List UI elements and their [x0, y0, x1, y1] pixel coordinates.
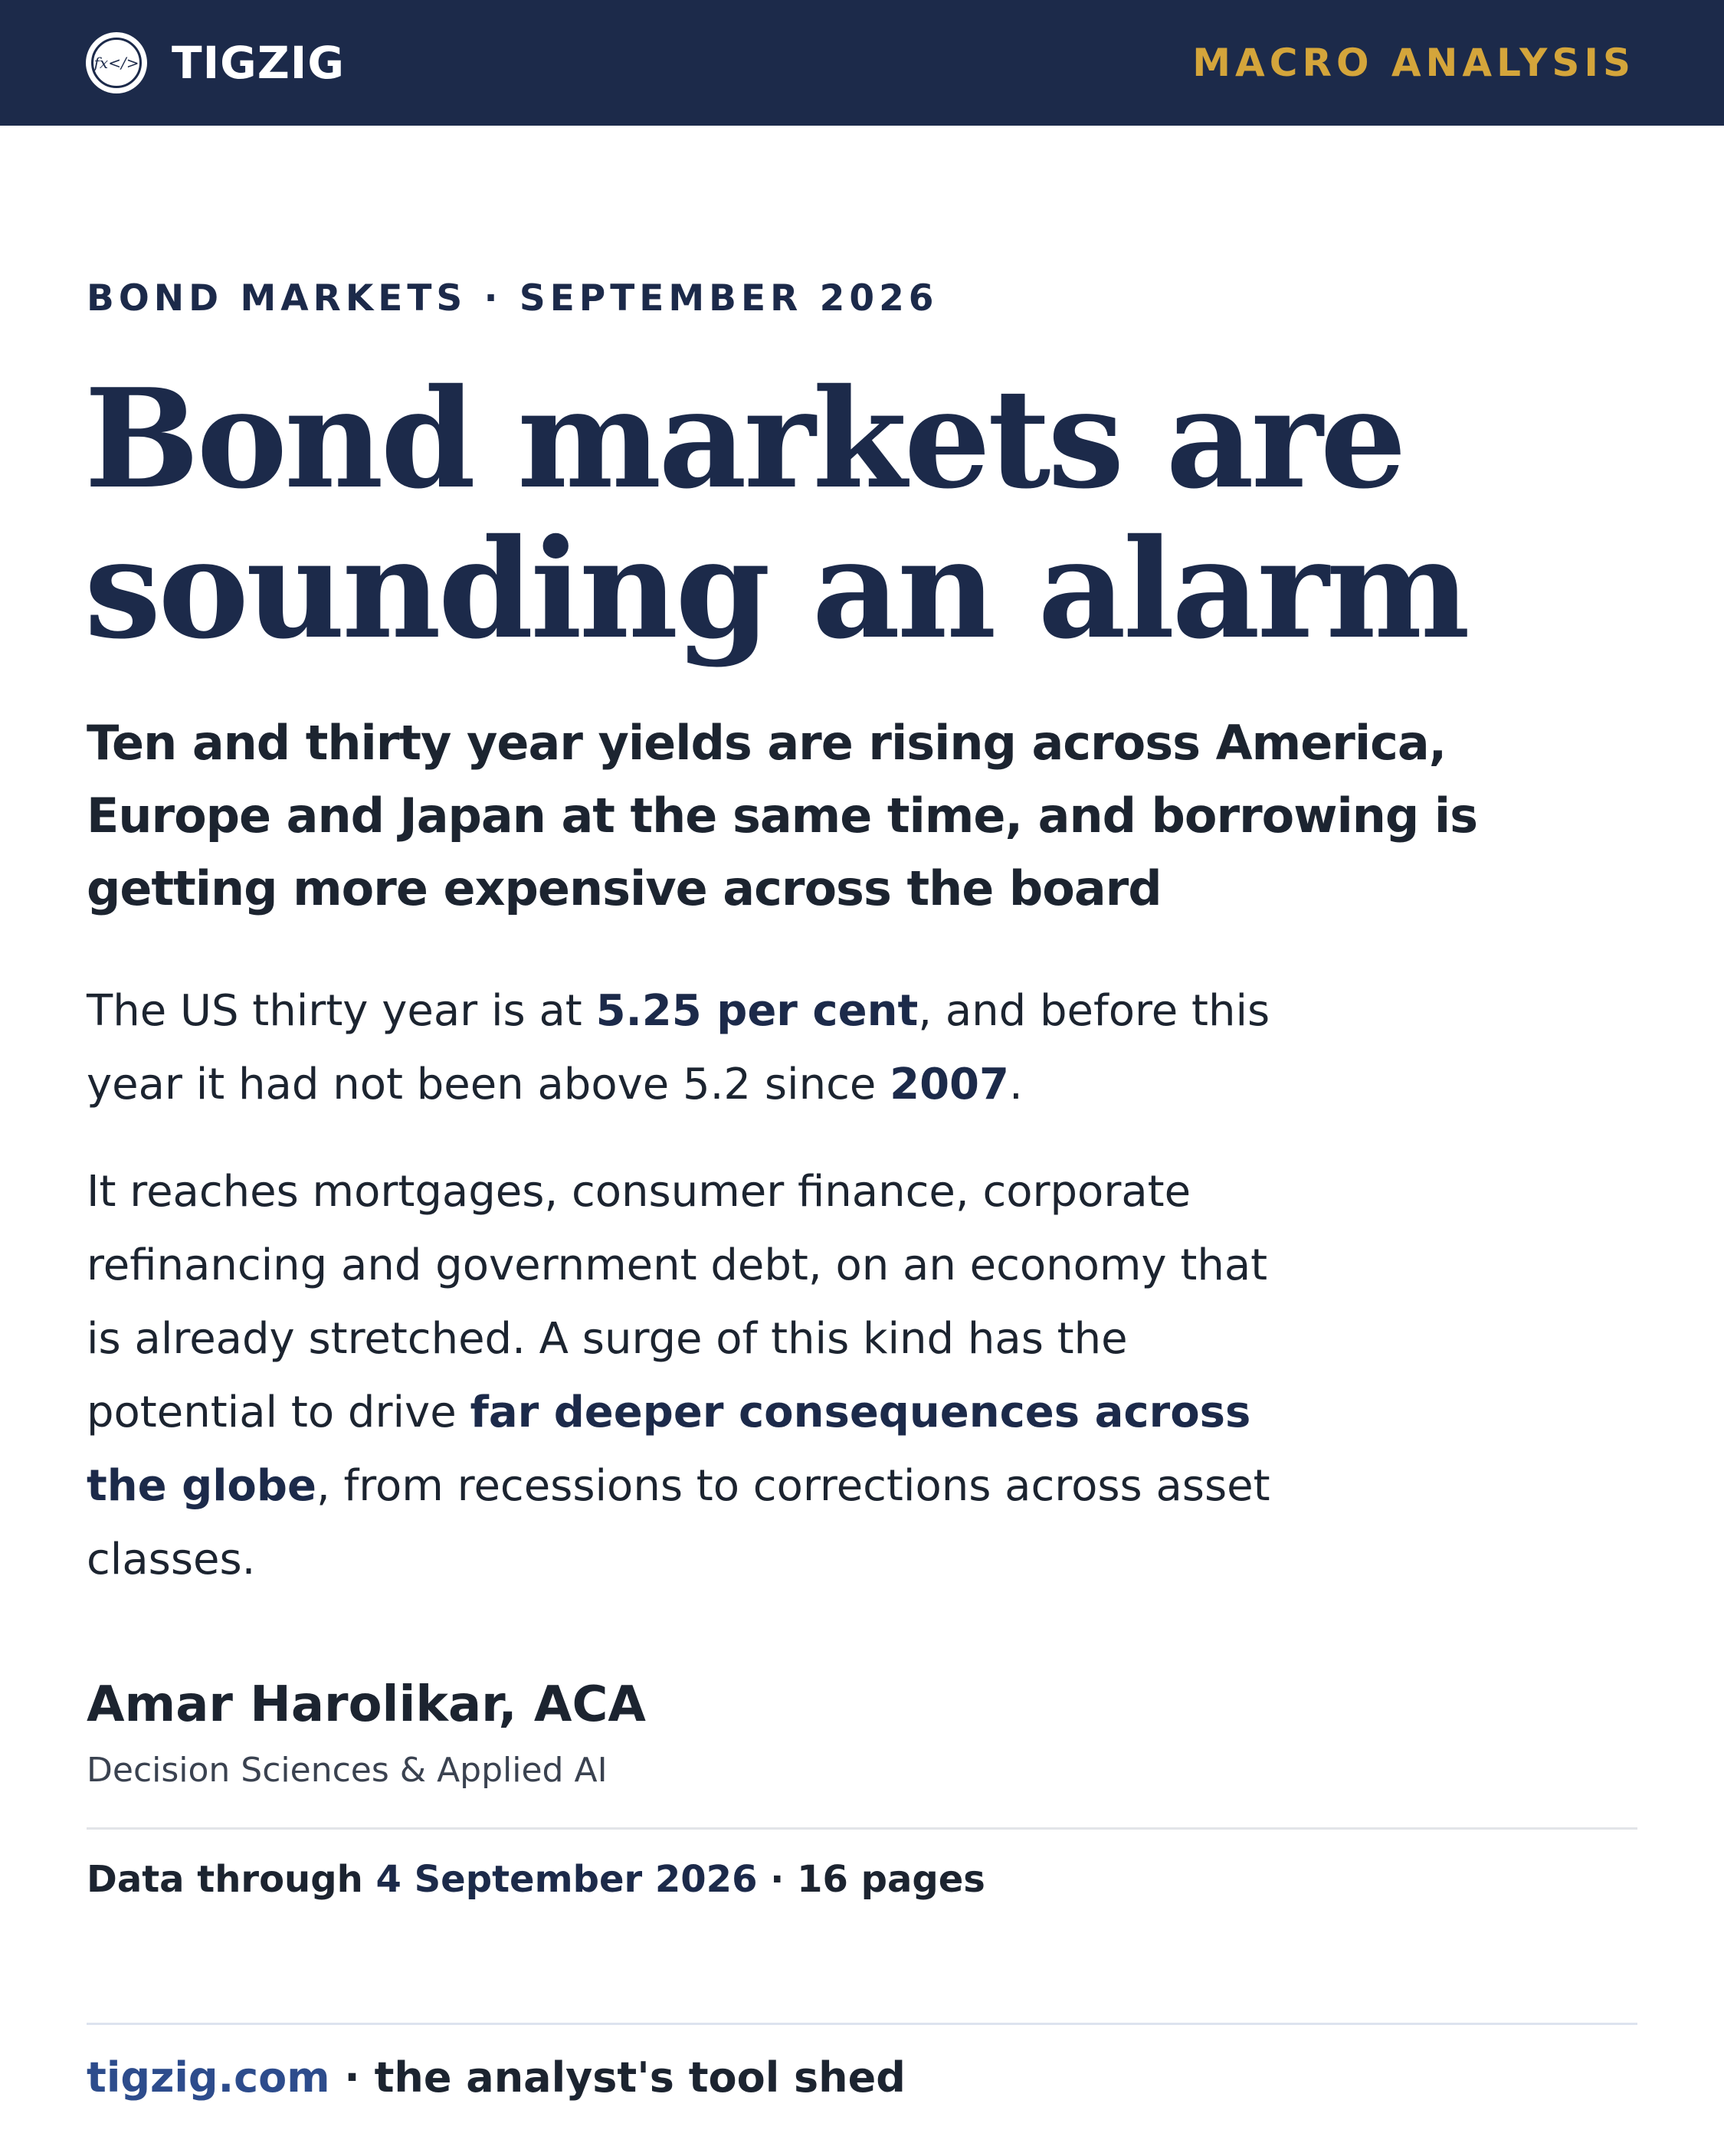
- top-bar: [0, 0, 1724, 126]
- kicker: BOND MARKETS · SEPTEMBER 2026: [87, 277, 939, 319]
- p2-highlight: far deeper consequences across the globe: [87, 1388, 1251, 1511]
- p1-highlight-year: 2007: [890, 1060, 1009, 1109]
- section-label: MACRO ANALYSIS: [1192, 41, 1635, 85]
- body-paragraph-2: [87, 1155, 1282, 1597]
- brand-name: TIGZIG: [172, 37, 345, 89]
- p2-text-1: It reaches mortgages, consumer finance, corporate refinancing and government debt, on an economy that is already stretched. A surge of this kind has the potential to drive: [87, 1167, 1268, 1437]
- footer: [87, 2053, 906, 2102]
- headline-line-2: sounding an alarm: [84, 509, 1467, 669]
- data-meta: [87, 1858, 985, 1901]
- headline: [84, 359, 1655, 669]
- p1-text-3: .: [1008, 1060, 1023, 1109]
- divider: [87, 1827, 1637, 1830]
- author-name: Amar Harolikar, ACA: [87, 1676, 646, 1733]
- author-role: Decision Sciences & Applied AI: [87, 1751, 608, 1790]
- p1-text-1: The US thirty year is at: [87, 986, 596, 1036]
- meta-date: 4 September 2026: [375, 1858, 758, 1901]
- headline-line-1: Bond markets are: [84, 359, 1404, 519]
- p1-text-2: , and before this year it had not been above 5.2 since: [87, 986, 1270, 1109]
- footer-tagline: · the analyst's tool shed: [329, 2053, 906, 2102]
- body-paragraph-1: [87, 975, 1282, 1122]
- footer-site-link[interactable]: tigzig.com: [87, 2053, 330, 2102]
- logo-icon: [86, 32, 147, 93]
- logo-mark: fx</>: [91, 38, 142, 88]
- p1-highlight-rate: 5.25 per cent: [595, 986, 919, 1036]
- p2-text-2: , from recessions to corrections across asset classes.: [87, 1461, 1270, 1584]
- footer-divider: [87, 2023, 1637, 2025]
- standfirst: Ten and thirty year yields are rising across America, Europe and Japan at the same time, and borrowing is getting more expensive across the board: [87, 715, 1478, 916]
- meta-prefix: Data through: [87, 1858, 376, 1901]
- meta-suffix: · 16 pages: [757, 1858, 985, 1901]
